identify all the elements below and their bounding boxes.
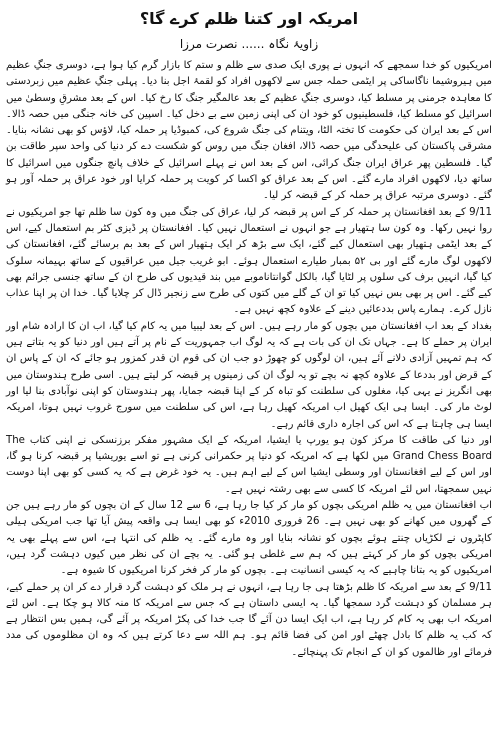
article-body	[6, 58, 492, 661]
column-name: زاویۂ نگاہ	[268, 37, 319, 51]
paragraph: امریکیوں کو خدا سمجھے کہ انہوں نے پوری ایک صدی سے ظلم و ستم کا بازار گرم کیا ہوا ہے، دوسری جنگِ عظیم میں ہیروشیما ناگاساکی پر ایٹمی حملہ جس سے لاکھوں افراد کو لقمۂ اجل بنا دیا۔ پہلی جنگِ عظیم میں زبردستی کا معاہدہ جرمنی پر مسلط کیا، دوسری جنگِ عظیم کے بعد عالمگیر جنگ کا رخ کیا۔ اس کے بعد مشرقِ وسطیٰ میں اسرائیل کو مسلط کیا، فلسطینیوں کو خود ان کی اپنی زمین سے بے دخل کیا۔ اسپین کی خانہ جنگی میں حصہ ڈالا۔ اس کے بعد ایران کی حکومت کا تختہ الٹا، ویتنام کی جنگ شروع کی، کمبوڈیا پر حملہ کیا، لاؤس کو بھی نشانہ بنایا۔ مشرقی پاکستان کی علیحدگی میں حصہ ڈالا، افغان جنگ میں روس کو شکست دے کر دنیا کی واحد سپر طاقت بن گیا۔ فلسطین پھر عراق ایران جنگ کرائی، اس کے بعد اس نے پہلے اسرائیل کے خلاف پانچ جنگوں میں اسرائیل کا ساتھ دیا، لاکھوں افراد مارے گئے۔ اس کے بعد عراق کو اکسا کر کویت پر حملہ کرایا اور خود عراق پر حملہ آور ہو گئے۔ دوسری مرتبہ عراق پر حملہ کر کے قبضہ کر لیا۔	[6, 60, 492, 202]
article-title: امریکہ اور کتنا ظلم کرے گا؟	[139, 9, 359, 28]
author-name: نصرت مرزا	[179, 37, 238, 51]
paragraph: 9/11 کے بعد افغانستان پر حملہ کر کے اس پر قبضہ کر لیا، عراق کی جنگ میں وہ کون سا ظلم تھا جو امریکیوں نے روا نہیں رکھا۔ وہ کون سا ہتھیار ہے جو انہوں نے استعمال نہیں کیا۔ افغانستان پر ڈیزی کٹر بم استعمال کیے، اس کے بعد ایٹمی ہتھیار بھی استعمال کیے گئے، ایک سے بڑھ کر ایک ہتھیار اس کے بعد بم برسائے گئے، افغانستان کی لاکھوں لوگ مارے گئے اور بی ۵۲ بمبار طیارے استعمال ہوئے۔ ابو غریب جیل میں عراقیوں کے ساتھ بہیمانہ سلوک کیا گیا، انہیں برف کی سلوں پر لٹایا گیا، بالکل گوانتاناموبے میں بند قیدیوں کی طرح ان کے ساتھ جنسی جرائم بھی کیے گئے۔ اس پر بھی بس نہیں کیا تو ان کے گلے میں کتوں کی طرح سے زنجیر ڈال کر چلایا گیا۔ خدا ان پر اپنا عذاب نازل کرے۔ ہمارے پاس بددعائیں دینے کے علاوہ کچھ نہیں ہے۔	[6, 206, 492, 316]
paragraph: اور دنیا کی طاقت کا مرکز کون ہو یورپ یا ایشیا، امریکہ کے ایک مشہور مفکر برزنسکی نے اپنی کتاب The Grand Chess Board میں لکھا ہے کہ امریکہ کو دنیا پر حکمرانی کرنی ہے تو اسے یوریشیا پر قبضہ کرنا ہو گا، اور اس کے لیے افغانستان اور وسطی ایشیا اس کے لیے اہم ہیں۔ یہ خود غرض ہے کہ یہ کسی کو بھی اپنا دوست نہیں سمجھتا، اس لئے امریکہ کا کسی سے بھی رشتہ نہیں ہے۔	[6, 434, 492, 495]
paragraph: 9/11 کے بعد سے امریکہ کا ظلم بڑھتا ہی جا رہا ہے، انہوں نے ہر ملک کو دہشت گرد قرار دے کر ان پر حملے کیے، ہر مسلمان کو دہشت گرد سمجھا گیا۔ یہ ایسی داستان ہے کہ جس سے امریکہ کا منہ کالا ہو چکا ہے۔ اس لئے امریکہ اب بھی یہ کام کر رہا ہے، اب ایک ایسا دن آئے گا جب خدا کی پکڑ امریکہ پر آئے گی، ہمیں بس انتظار ہے کہ کب یہ ظلم کا بادل چھٹے اور امن کی فضا قائم ہو۔ ہم اللہ سے دعا کرتے ہیں کہ وہ ان مظلوموں کی مدد فرمائے اور ظالموں کو ان کے انجام تک پہنچائے۔	[6, 581, 492, 658]
paragraph: بغداد کے بعد اب افغانستان میں بچوں کو مار رہے ہیں۔ اس کے بعد لیبیا میں یہ کام کیا گیا، اب ان کا ارادہ شام اور ایران پر حملے کا ہے۔ جہاں تک ان کی بات ہے کہ یہ لوگ اب جمہوریت کے نام پر آتے ہیں اور دنیا کو یہ بتاتے ہیں کہ ہم تمہیں آزادی دلانے آئے ہیں، ان لوگوں کو چھوڑ دو جب ان کی قوم ان قدر کمزور ہو جائے کہ ان کے پاس ان کے قرض اور بددعا کے علاوہ کچھ نہ بچے تو یہ لوگ ان کی زمینوں پر قبضہ کر لیتے ہیں۔ اسی طرح ہندوستان میں بھی انگریز نے یہی کیا، مغلوں کی سلطنت کو تباہ کر کے اپنا قبضہ جمایا، پھر ہندوستان کو اپنی نوآبادی بنا لیا اور لوٹ مار کی۔ ایسا ہی ایک کھیل اب امریکہ کھیل رہا ہے، اس کی سلطنت میں سورج غروب نہیں ہوتا، امریکہ ایسا ہی چاہتا ہے کہ اس کی اجارہ داری قائم رہے۔	[6, 320, 492, 430]
byline	[6, 36, 492, 52]
paragraph: اب افغانستان میں یہ ظلم امریکی بچوں کو مار کر کیا جا رہا ہے، 6 سے 12 سال کے ان بچوں کو مار رہے ہیں جن کے گھروں میں کھانے کو بھی نہیں ہے۔ 26 فروری 2010ء کو بھی ایسا ہی واقعہ پیش آیا تھا جب امریکی ہیلی کاپٹروں نے لکڑیاں چنتے ہوئے بچوں کو نشانہ بنایا اور وہ مارے گئے۔ یہ ظلم کی انتہا ہے، اس سے پہلے بھی یہ امریکی بچوں کو مار کر کہتے ہیں کہ ہم سے غلطی ہو گئی۔ یہ بچے ان کی نظر میں کیوں دہشت گرد ہیں، امریکیوں کو یہ بتانا چاہیے کہ یہ کیسی انسانیت ہے۔ بچوں کو مار کر فخر کرنا امریکیوں کا شیوہ ہے۔	[6, 500, 492, 577]
byline-separator: ......	[241, 37, 265, 51]
